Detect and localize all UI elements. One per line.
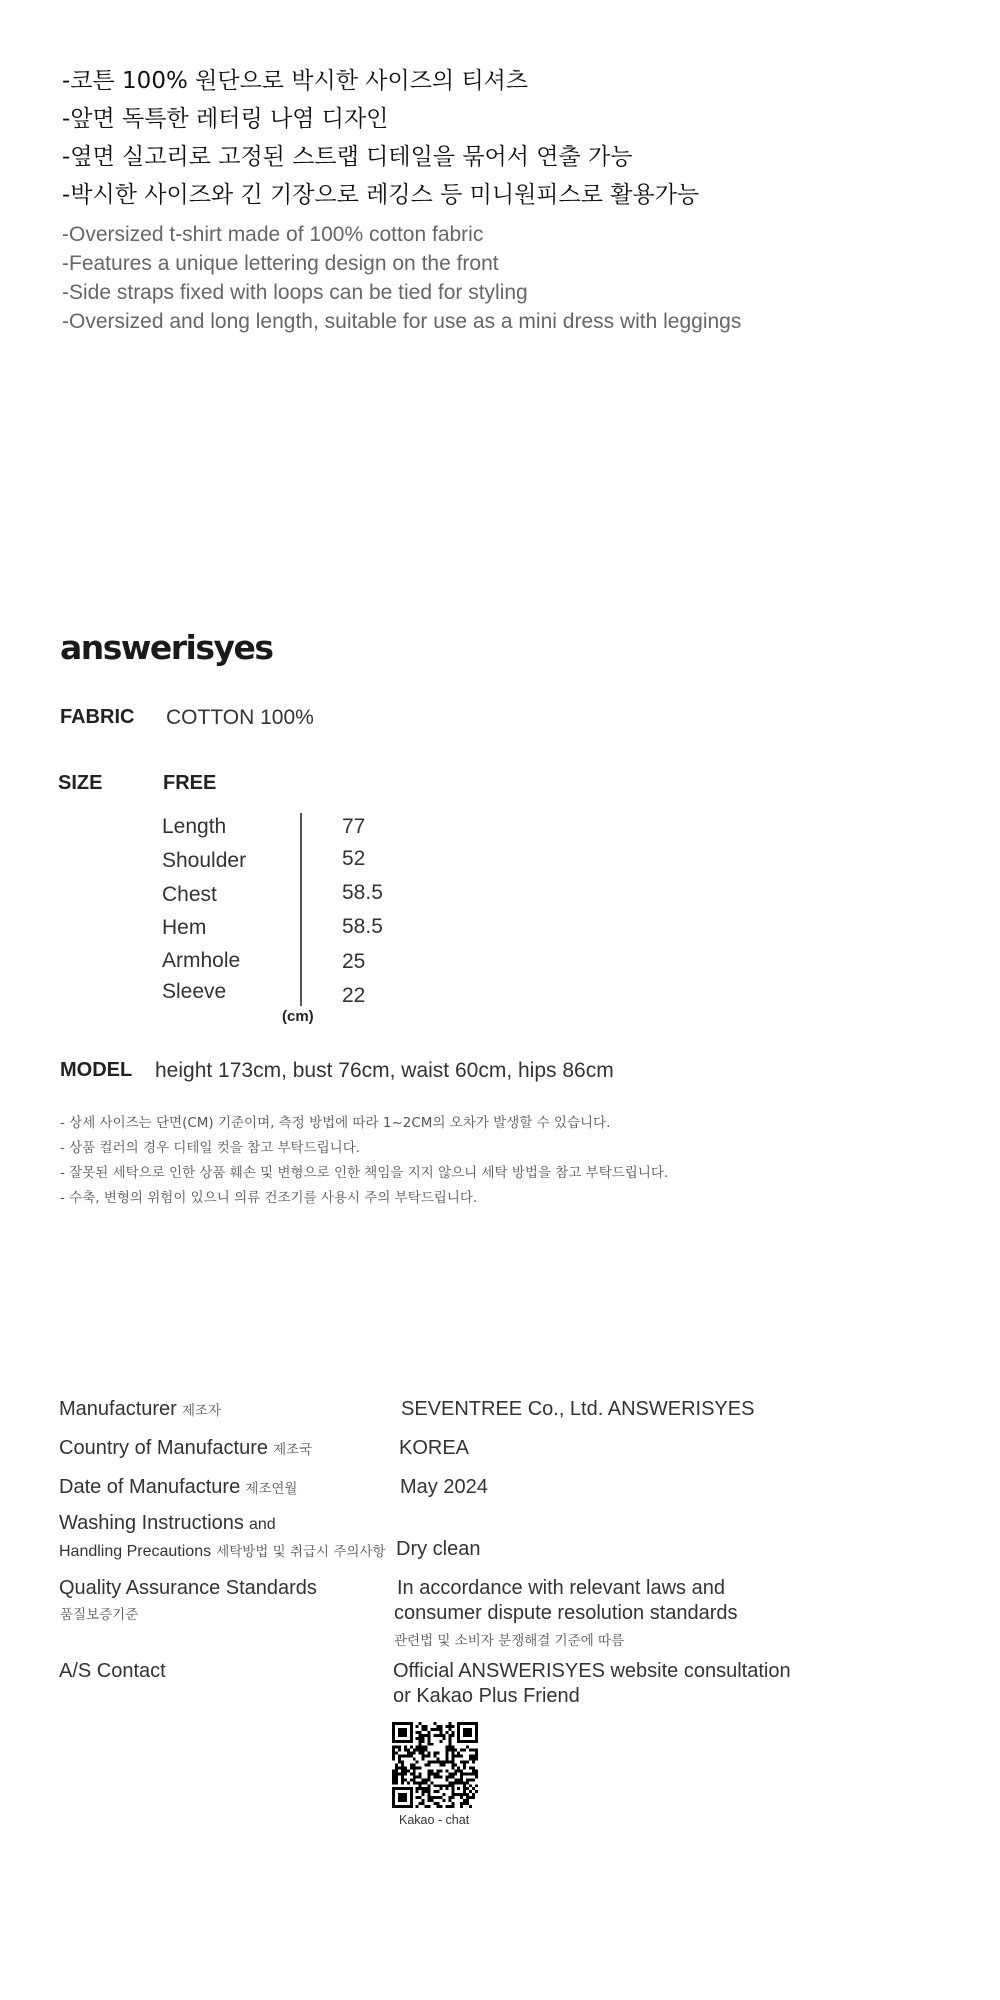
measurement-name: Shoulder	[162, 849, 247, 872]
quality-value-line-2: consumer dispute resolution standards	[394, 1602, 738, 1624]
date-value: May 2024	[400, 1476, 488, 1498]
measurement-name: Sleeve	[162, 980, 227, 1003]
description-kr-line-1: -코튼 100% 원단으로 박시한 사이즈의 티셔츠	[62, 68, 529, 94]
kakao-chat-qr-code[interactable]	[392, 1722, 478, 1808]
unit-label: (cm)	[282, 1008, 314, 1025]
measurement-value: 58.5	[342, 915, 383, 938]
size-label: SIZE	[58, 772, 103, 794]
care-note-2: - 상품 컬러의 경우 디테일 컷을 참고 부탁드립니다.	[60, 1140, 361, 1156]
measurement-name: Hem	[162, 916, 207, 939]
as-contact-label: A/S Contact	[59, 1660, 166, 1682]
care-note-3: - 잘못된 세탁으로 인한 상품 훼손 및 변형으로 인한 책임을 지지 않으니 세탁 방법을 참고 부탁드립니다.	[60, 1165, 669, 1181]
measurement-divider	[300, 813, 302, 1006]
date-sub-label: 제조연월	[245, 1481, 298, 1497]
measurement-value: 25	[342, 950, 366, 973]
handling-label: Handling Precautions	[59, 1543, 212, 1560]
measurement-value: 22	[342, 984, 366, 1007]
description-en-line-4: -Oversized and long length, suitable for use as a mini dress with leggings	[62, 310, 742, 333]
washing-label-group-1	[59, 1512, 276, 1535]
measurement-name: Length	[162, 815, 227, 838]
manufacturer-label: Manufacturer	[59, 1398, 177, 1420]
description-en-line-2: -Features a unique lettering design on the front	[62, 252, 499, 275]
country-sub-label: 제조국	[273, 1442, 313, 1458]
quality-label: Quality Assurance Standards	[59, 1577, 317, 1599]
manufacturer-sub-label: 제조자	[181, 1403, 222, 1419]
description-kr-line-3: -옆면 실고리로 고정된 스트랩 디테일을 묶어서 연출 가능	[62, 144, 633, 170]
as-contact-value-line-2: or Kakao Plus Friend	[393, 1685, 580, 1707]
measurement-value: 58.5	[342, 881, 383, 904]
manufacturer-label-group	[59, 1398, 221, 1421]
measurement-value: 77	[342, 815, 366, 838]
description-kr-line-4: -박시한 사이즈와 긴 기장으로 레깅스 등 미니원피스로 활용가능	[62, 182, 700, 208]
as-contact-value-line-1: Official ANSWERISYES website consultation	[393, 1660, 791, 1682]
country-value: KOREA	[399, 1437, 470, 1459]
date-label: Date of Manufacture	[59, 1476, 241, 1498]
washing-label: Washing Instructions	[59, 1512, 244, 1534]
description-en-line-1: -Oversized t-shirt made of 100% cotton fabric	[62, 223, 484, 246]
model-value: height 173cm, bust 76cm, waist 60cm, hips 86cm	[155, 1059, 614, 1082]
date-label-group	[59, 1476, 297, 1499]
washing-sub-label: 세탁방법 및 취급시 주의사항	[216, 1544, 386, 1560]
fabric-value: COTTON 100%	[166, 706, 314, 729]
care-note-1: - 상세 사이즈는 단면(CM) 기준이며, 측정 방법에 따라 1~2CM의 오차가 발생할 수 있습니다.	[60, 1115, 611, 1131]
washing-label-and: and	[249, 1516, 276, 1533]
description-en-line-3: -Side straps fixed with loops can be tied for styling	[62, 281, 528, 304]
country-label-group	[59, 1437, 312, 1460]
quality-sub-label: 품질보증기준	[60, 1607, 139, 1623]
country-label: Country of Manufacture	[59, 1437, 268, 1459]
measurement-name: Chest	[162, 883, 217, 906]
description-kr-line-2: -앞면 독특한 레터링 나염 디자인	[62, 106, 389, 132]
measurement-name: Armhole	[162, 949, 241, 972]
qr-caption: Kakao - chat	[399, 1813, 470, 1827]
model-label: MODEL	[60, 1059, 133, 1081]
washing-label-group-2	[59, 1540, 386, 1561]
quality-value-sub: 관련법 및 소비자 분쟁해결 기준에 따름	[394, 1633, 625, 1649]
brand-logo: answerisyes	[60, 628, 273, 667]
measurement-value: 52	[342, 847, 366, 870]
washing-value: Dry clean	[396, 1538, 481, 1560]
care-note-4: - 수축, 변형의 위험이 있으니 의류 건조기를 사용시 주의 부탁드립니다.	[60, 1190, 478, 1206]
fabric-label: FABRIC	[60, 706, 135, 728]
size-value: FREE	[163, 772, 217, 794]
manufacturer-value: SEVENTREE Co., Ltd. ANSWERISYES	[401, 1398, 755, 1420]
quality-value-line-1: In accordance with relevant laws and	[397, 1577, 725, 1599]
